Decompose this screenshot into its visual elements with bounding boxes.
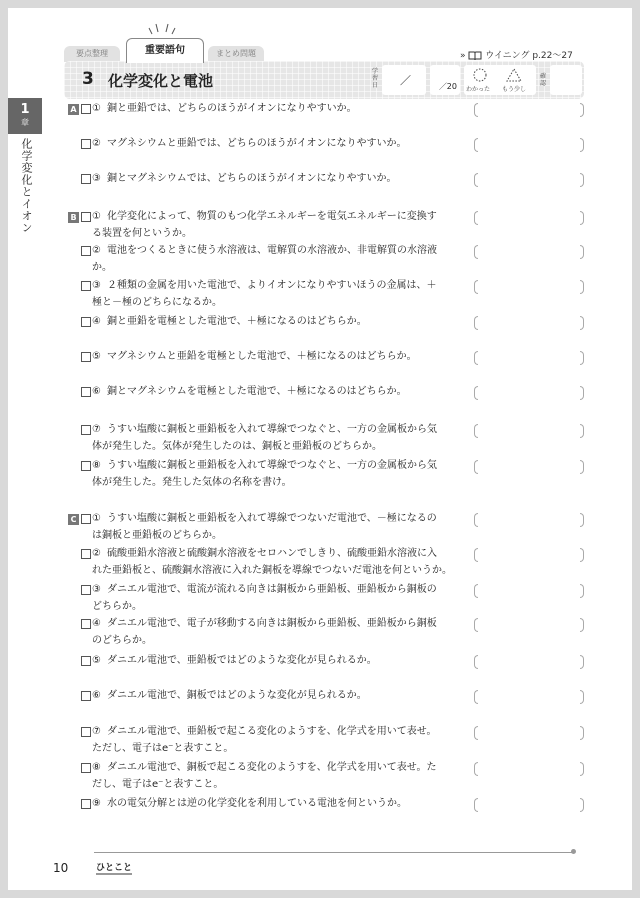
workbook-page: [8, 8, 632, 890]
question-text: [92, 652, 486, 669]
question-line: だし、電子はe⁻と表すこと。: [92, 779, 224, 790]
question-text: [92, 581, 486, 615]
question-number: ⑧: [92, 460, 101, 471]
answer-bracket[interactable]: [474, 211, 584, 225]
question-number: ⑤: [92, 655, 101, 666]
question-text: [92, 135, 486, 152]
answer-bracket[interactable]: [474, 726, 584, 740]
section-badge: A: [68, 104, 79, 115]
question-line: 銅とマグネシウムでは、どちらのほうがイオンになりやすいか。: [106, 173, 397, 184]
tab-summary[interactable]: 要点整理: [64, 46, 120, 62]
question-line: か。: [92, 262, 112, 273]
reference-line: [460, 48, 573, 61]
question-number: ①: [92, 211, 101, 222]
reference-text: ウイニング p.22〜27: [485, 51, 573, 61]
answer-bracket[interactable]: [474, 386, 584, 400]
question-number: ③: [92, 280, 101, 291]
question-text: [92, 615, 486, 649]
question-number: ②: [92, 548, 101, 559]
question-checkbox[interactable]: [81, 461, 91, 471]
question-text: [92, 208, 486, 242]
question-checkbox[interactable]: [81, 246, 91, 256]
answer-bracket[interactable]: [474, 138, 584, 152]
chapter-number: 1: [20, 102, 30, 117]
question-line: 銅と亜鉛では、どちらのほうがイオンになりやすいか。: [106, 103, 357, 114]
answer-bracket[interactable]: [474, 584, 584, 598]
question-line: 体が発生した。気体が発生したのは、銅板と亜鉛板のどちらか。: [92, 441, 382, 452]
question-checkbox[interactable]: [81, 212, 91, 222]
question-checkbox[interactable]: [81, 763, 91, 773]
date-label: 学習日: [372, 68, 379, 89]
question-checkbox[interactable]: [81, 317, 91, 327]
question-text: [92, 421, 486, 455]
answer-bracket[interactable]: [474, 424, 584, 438]
question-number: ⑧: [92, 762, 101, 773]
question-line: れた亜鉛板と、硫酸銅水溶液に入れた銅板を導線でつないだ電池を何というか。: [92, 565, 452, 576]
question-checkbox[interactable]: [81, 352, 91, 362]
question-text: [92, 348, 486, 365]
question-line: うすい塩酸に銅板と亜鉛板を入れて導線でつないだ電池で、－極になるの: [106, 513, 437, 524]
question-line: 極と－極のどちらになるか。: [92, 297, 222, 308]
lesson-number: 3: [82, 69, 94, 89]
footer-rule: [94, 852, 574, 853]
question-line: 化学変化によって、物質のもつ化学エネルギーを電気エネルギーに変換す: [106, 211, 437, 222]
dotted-triangle-icon[interactable]: [506, 68, 522, 82]
question-text: [92, 383, 486, 400]
question-line: ダニエル電池で、電子が移動する向きは銅板から亜鉛板、亜鉛板から銅板: [106, 618, 437, 629]
sparkle-icon: [148, 22, 176, 36]
double-chevron-icon: »: [460, 51, 466, 61]
lesson-title: 化学変化と電池: [108, 72, 214, 90]
progress-boxes: [372, 65, 582, 95]
question-number: ⑤: [92, 351, 101, 362]
answer-bracket[interactable]: [474, 173, 584, 187]
question-text: [92, 687, 486, 704]
question-line: 電池をつくるときに使う水溶液は、電解質の水溶液か、非電解質の水溶液: [106, 245, 437, 256]
question-checkbox[interactable]: [81, 281, 91, 291]
question-number: ⑦: [92, 424, 101, 435]
question-line: 硫酸亜鉛水溶液と硫酸銅水溶液をセロハンでしきり、硫酸亜鉛水溶液に入: [106, 548, 437, 559]
question-line: ダニエル電池で、亜鉛板ではどのような変化が見られるか。: [106, 655, 377, 666]
needs-work-label: もう少し: [502, 86, 527, 93]
date-box[interactable]: [382, 65, 426, 95]
question-line: 銅とマグネシウムを電極とした電池で、＋極になるのはどちらか。: [106, 386, 407, 397]
page-number: 10: [53, 861, 69, 875]
answer-bracket[interactable]: [474, 245, 584, 259]
question-checkbox[interactable]: [81, 619, 91, 629]
chapter-name: 化学変化とイオン: [20, 138, 33, 234]
question-line: ただし、電子はe⁻と表すこと。: [92, 743, 234, 754]
question-line: うすい塩酸に銅板と亜鉛板を入れて導線でつなぐと、一方の金属板から気: [106, 460, 437, 471]
date-slash: ／: [400, 74, 411, 87]
question-checkbox[interactable]: [81, 174, 91, 184]
answer-bracket[interactable]: [474, 548, 584, 562]
question-number: ③: [92, 173, 101, 184]
question-checkbox[interactable]: [81, 549, 91, 559]
chapter-suffix: 章: [21, 118, 29, 127]
question-line: ダニエル電池で、銅板ではどのような変化が見られるか。: [106, 690, 367, 701]
question-text: [92, 723, 486, 757]
question-line: 体が発生した。発生した気体の名称を書け。: [92, 477, 292, 488]
answer-bracket[interactable]: [474, 316, 584, 330]
question-line: マグネシウムと亜鉛では、どちらのほうがイオンになりやすいか。: [106, 138, 407, 149]
question-number: ②: [92, 138, 101, 149]
dotted-circle-icon[interactable]: [472, 68, 488, 82]
confirm-box[interactable]: [550, 65, 582, 95]
answer-bracket[interactable]: [474, 762, 584, 776]
question-text: [92, 457, 486, 491]
question-checkbox[interactable]: [81, 656, 91, 666]
question-line: る装置を何というか。: [92, 228, 192, 239]
question-checkbox[interactable]: [81, 139, 91, 149]
question-line: ダニエル電池で、電流が流れる向きは銅板から亜鉛板、亜鉛板から銅板の: [106, 584, 437, 595]
question-line: は銅板と亜鉛板のどちらか。: [92, 530, 222, 541]
question-checkbox[interactable]: [81, 514, 91, 524]
answer-bracket[interactable]: [474, 351, 584, 365]
section-badge: C: [68, 514, 79, 525]
question-text: [92, 313, 486, 330]
question-text: [92, 242, 486, 276]
score-total: ／20: [438, 82, 457, 91]
question-checkbox[interactable]: [81, 425, 91, 435]
self-check-box: [464, 65, 536, 95]
memo-label: ひとこと: [96, 860, 132, 875]
section-badge: B: [68, 212, 79, 223]
answer-bracket[interactable]: [474, 280, 584, 294]
question-line: マグネシウムと亜鉛を電極とした電池で、＋極になるのはどちらか。: [106, 351, 417, 362]
question-number: ④: [92, 316, 101, 327]
tab-key-terms[interactable]: 重要語句: [126, 38, 204, 63]
question-number: ⑦: [92, 726, 101, 737]
question-text: [92, 170, 486, 187]
question-checkbox[interactable]: [81, 104, 91, 114]
question-text: [92, 759, 486, 793]
question-line: ２種類の金属を用いた電池で、よりイオンになりやすいほうの金属は、＋: [106, 280, 437, 291]
question-number: ②: [92, 245, 101, 256]
question-checkbox[interactable]: [81, 585, 91, 595]
confirm-label: 確認: [540, 73, 547, 87]
answer-bracket[interactable]: [474, 513, 584, 527]
question-number: ⑥: [92, 690, 101, 701]
question-text: [92, 510, 486, 544]
question-line: ダニエル電池で、亜鉛板で起こる変化のようすを、化学式を用いて表せ。: [106, 726, 437, 737]
question-text: [92, 795, 486, 812]
question-checkbox[interactable]: [81, 799, 91, 809]
question-line: どちらか。: [92, 601, 142, 612]
question-text: [92, 100, 486, 117]
answer-bracket[interactable]: [474, 460, 584, 474]
tab-review[interactable]: まとめ問題: [208, 46, 264, 62]
question-line: 銅と亜鉛を電極とした電池で、＋極になるのはどちらか。: [106, 316, 367, 327]
book-icon: [468, 51, 482, 61]
question-number: ⑨: [92, 798, 101, 809]
question-number: ③: [92, 584, 101, 595]
understood-label: わかった: [466, 86, 491, 93]
question-number: ①: [92, 513, 101, 524]
question-checkbox[interactable]: [81, 387, 91, 397]
lesson-header: [64, 61, 584, 99]
question-text: [92, 277, 486, 311]
answer-bracket[interactable]: [474, 103, 584, 117]
chapter-tab: [8, 98, 42, 134]
answer-bracket[interactable]: [474, 690, 584, 704]
question-line: 水の電気分解とは逆の化学変化を利用している電池を何というか。: [106, 798, 407, 809]
footer-dot: [571, 849, 576, 854]
question-checkbox[interactable]: [81, 691, 91, 701]
question-number: ①: [92, 103, 101, 114]
question-checkbox[interactable]: [81, 727, 91, 737]
question-line: うすい塩酸に銅板と亜鉛板を入れて導線でつなぐと、一方の金属板から気: [106, 424, 437, 435]
question-line: のどちらか。: [92, 635, 152, 646]
answer-bracket[interactable]: [474, 798, 584, 812]
score-box[interactable]: [430, 65, 460, 95]
question-number: ⑥: [92, 386, 101, 397]
answer-bracket[interactable]: [474, 655, 584, 669]
answer-bracket[interactable]: [474, 618, 584, 632]
question-line: ダニエル電池で、銅板で起こる変化のようすを、化学式を用いて表せ。た: [106, 762, 437, 773]
question-number: ④: [92, 618, 101, 629]
question-text: [92, 545, 486, 579]
